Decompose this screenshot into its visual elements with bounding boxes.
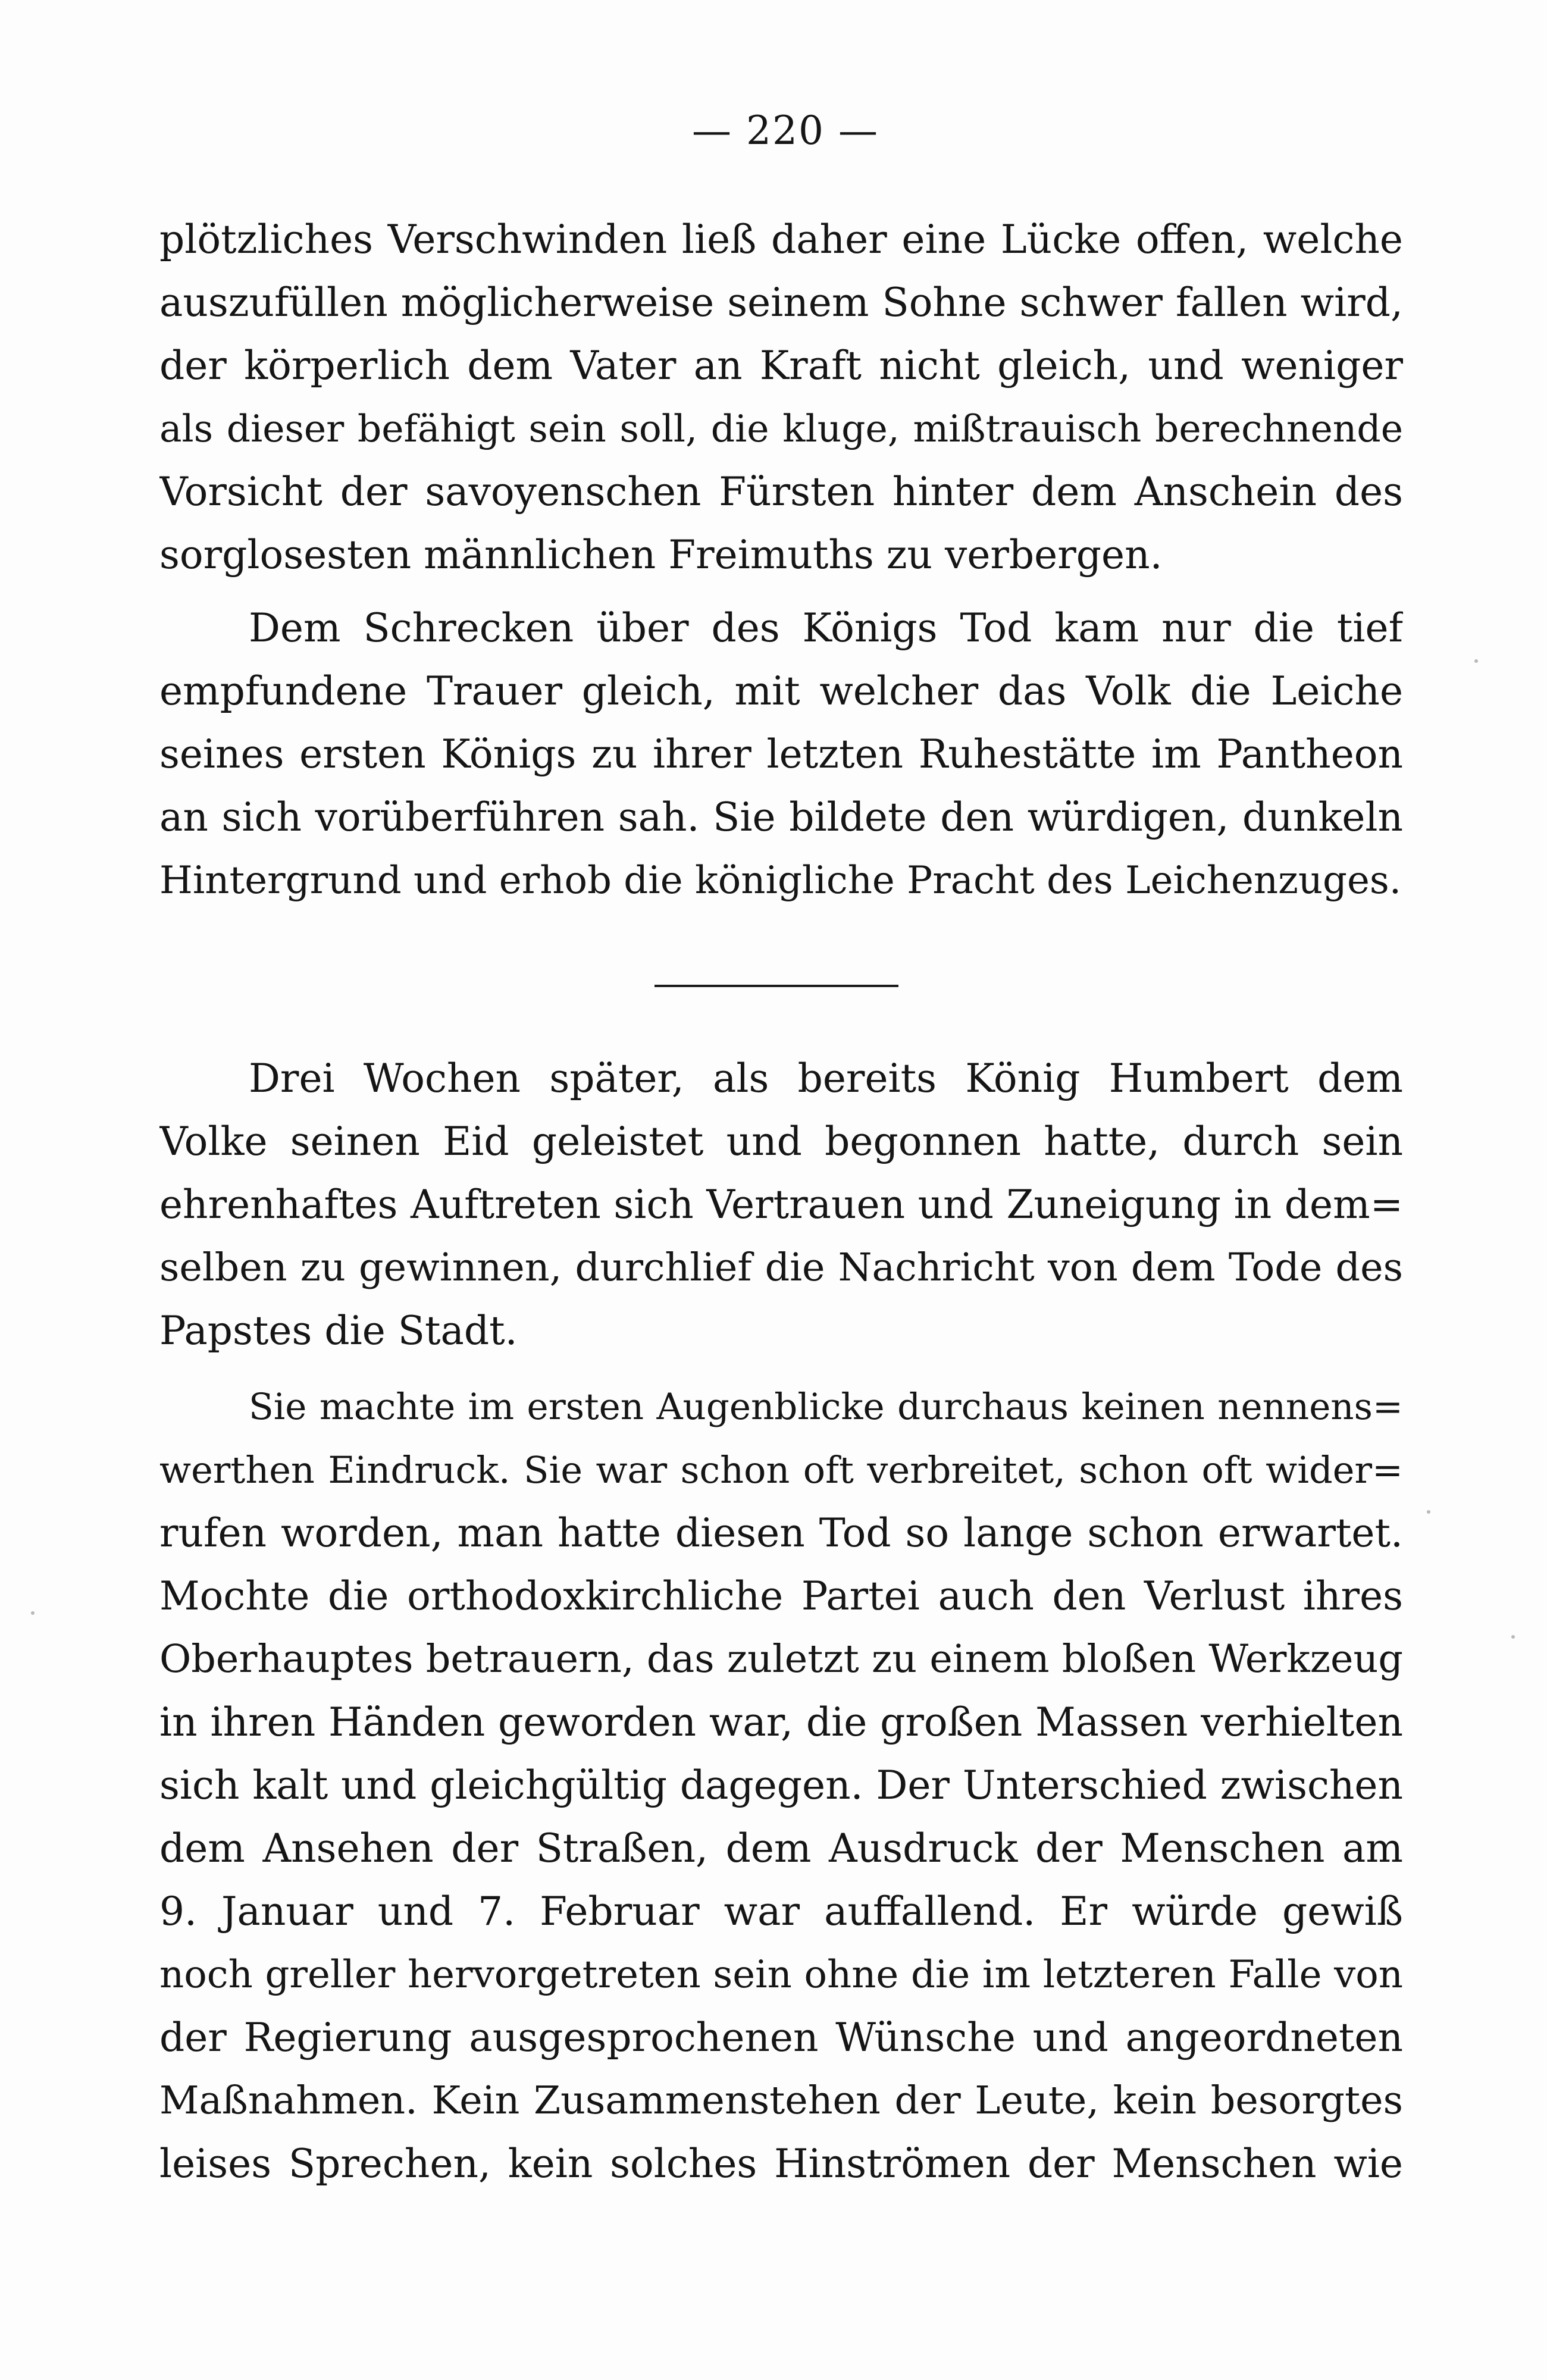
text-line: Vorsicht der savoyenschen Fürsten hinter dem Anschein des xyxy=(159,469,1403,515)
text-line: noch greller hervorgetreten sein ohne die im letzteren Falle von xyxy=(159,1953,1403,1997)
scan-speck xyxy=(1427,1510,1430,1514)
text-line: in ihren Händen geworden war, die großen Massen verhielten xyxy=(159,1699,1403,1745)
text-line: der körperlich dem Vater an Kraft nicht gleich, und weniger xyxy=(159,343,1403,389)
text-line: Maßnahmen. Kein Zusammenstehen der Leute, kein besorgtes xyxy=(159,2078,1403,2123)
text-line: leises Sprechen, kein solches Hinströmen der Menschen wie xyxy=(159,2141,1403,2187)
section-divider xyxy=(654,985,898,987)
scan-speck xyxy=(1511,1635,1515,1639)
text-line: Dem Schrecken über des Königs Tod kam nur die tief xyxy=(249,605,1403,651)
paragraph-3 xyxy=(159,1047,1403,1363)
paragraph-2 xyxy=(159,597,1403,912)
text-line: selben zu gewinnen, durchlief die Nachricht von dem Tode des xyxy=(159,1245,1403,1290)
text-line: Papstes die Stadt. xyxy=(159,1308,518,1354)
text-line: ehrenhaftes Auftreten sich Vertrauen und Zuneigung in dem= xyxy=(159,1182,1403,1227)
text-line: werthen Eindruck. Sie war schon oft verbreitet, schon oft wider= xyxy=(159,1448,1403,1492)
text-line: empfundene Trauer gleich, mit welcher das Volk die Leiche xyxy=(159,668,1403,714)
text-line: dem Ansehen der Straßen, dem Ausdruck der Menschen am xyxy=(159,1825,1403,1871)
text-line: Drei Wochen später, als bereits König Humbert dem xyxy=(249,1056,1403,1101)
page-number: — 220 — xyxy=(692,108,879,154)
text-line: Sie machte im ersten Augenblicke durchaus keinen nennens= xyxy=(249,1386,1403,1428)
text-line: plötzliches Verschwinden ließ daher eine Lücke offen, welche xyxy=(159,217,1403,262)
text-line: rufen worden, man hatte diesen Tod so lange schon erwartet. xyxy=(159,1510,1403,1556)
text-line: seines ersten Königs zu ihrer letzten Ruhestätte im Pantheon xyxy=(159,731,1403,777)
scan-speck xyxy=(1474,659,1478,663)
text-line: als dieser befähigt sein soll, die kluge, mißtrauisch berechnende xyxy=(159,407,1403,450)
text-line: Volke seinen Eid geleistet und begonnen hatte, durch sein xyxy=(159,1119,1403,1164)
paragraph-4 xyxy=(159,1376,1403,2196)
paragraph-1 xyxy=(159,208,1403,587)
text-line: 9. Januar und 7. Februar war auffallend. Er würde gewiß xyxy=(159,1889,1403,1934)
text-line: Hintergrund und erhob die königliche Pracht des Leichenzuges. xyxy=(159,859,1402,903)
text-line: auszufüllen möglicherweise seinem Sohne schwer fallen wird, xyxy=(159,280,1403,325)
text-line: sich kalt und gleichgültig dagegen. Der Unterschied zwischen xyxy=(159,1762,1403,1808)
text-line: sorglosesten männlichen Freimuths zu verbergen. xyxy=(159,532,1163,578)
scan-speck xyxy=(31,1611,35,1615)
text-line: Oberhauptes betrauern, das zuletzt zu einem bloßen Werkzeug xyxy=(159,1637,1403,1681)
text-line: Mochte die orthodoxkirchliche Partei auch den Verlust ihres xyxy=(159,1573,1403,1619)
text-line: an sich vorüberführen sah. Sie bildete den würdigen, dunkeln xyxy=(159,794,1403,840)
text-line: der Regierung ausgesprochenen Wünsche und angeordneten xyxy=(159,2015,1403,2060)
